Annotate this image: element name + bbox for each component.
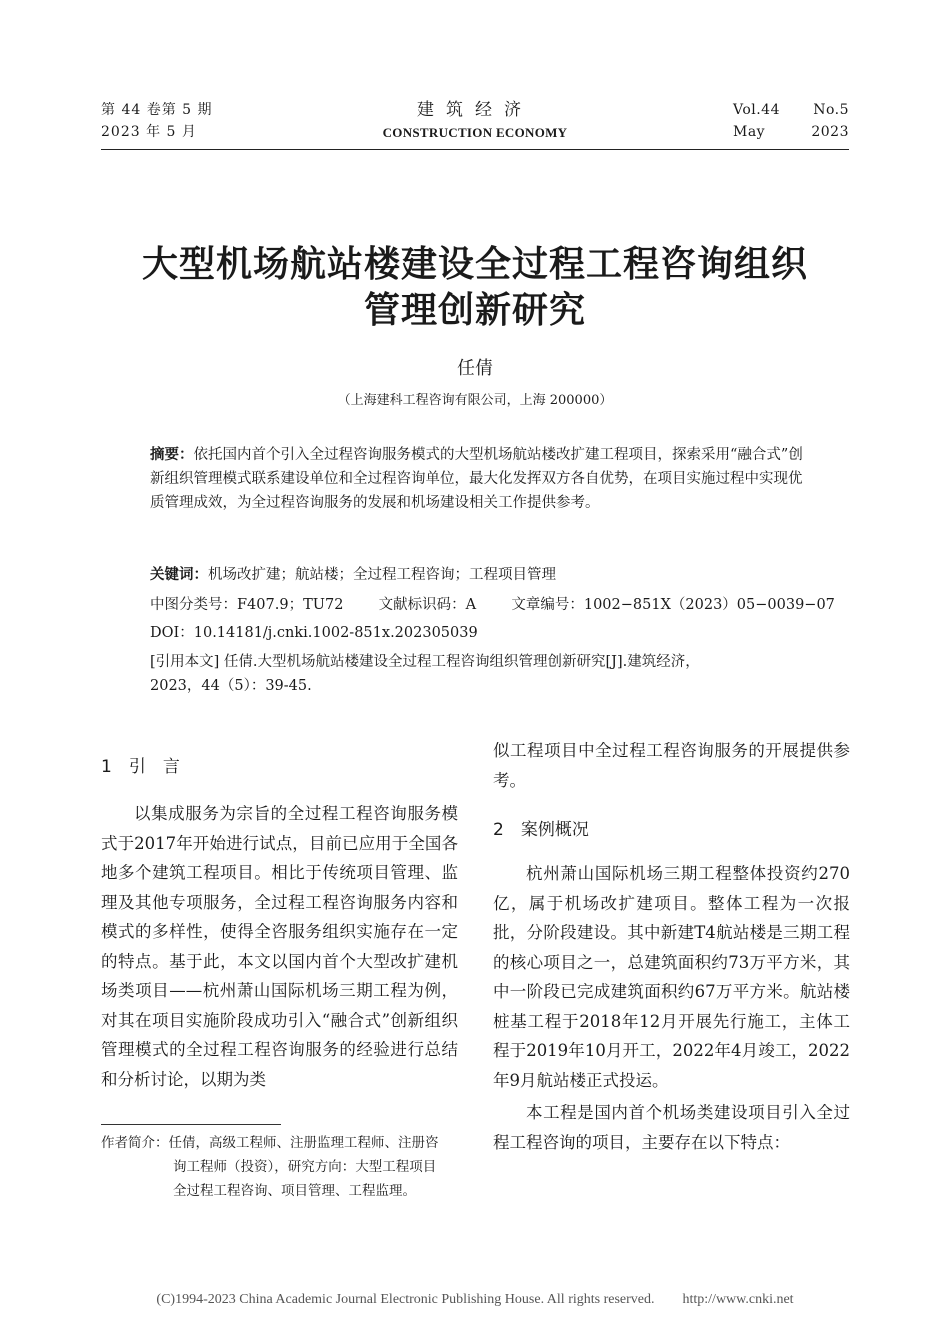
header-vol-en	[733, 99, 849, 143]
section-1-heading: 1 引 言	[101, 757, 180, 777]
header-no: No.5	[813, 102, 849, 118]
left-column	[101, 755, 458, 779]
abstract-label: 摘要：	[150, 447, 194, 463]
header-date: 2023 年 5 月	[101, 124, 197, 140]
journal-name-en: CONSTRUCTION ECONOMY	[382, 125, 568, 140]
clc-number: 中图分类号：F407.9；TU72	[150, 597, 344, 613]
keywords-label: 关键词：	[150, 567, 208, 583]
footnote-line-3: 全过程工程咨询、项目管理、工程监理。	[173, 1183, 416, 1199]
document-code: 文献标识码：A	[378, 597, 477, 613]
keywords-text: 机场改扩建；航站楼；全过程工程咨询；工程项目管理	[208, 567, 556, 583]
continued-paragraph: 似工程项目中全过程工程咨询服务的开展提供参考。	[493, 741, 850, 790]
author-footnote	[101, 1131, 461, 1203]
keywords	[150, 563, 810, 587]
footnote-rule	[101, 1124, 281, 1125]
abstract	[150, 443, 810, 515]
header-year: 2023	[811, 124, 849, 140]
journal-name-cn: 建筑经济	[417, 100, 533, 120]
header-volume-issue: 第 44 卷第 5 期	[101, 102, 213, 118]
header-month: May	[733, 124, 766, 140]
copyright-footer: (C)1994-2023 China Academic Journal Electronic Publishing House. All rights reserved. http://www.cnki.net	[156, 1292, 794, 1307]
author-name: 任倩	[457, 358, 493, 379]
classification-line	[150, 593, 835, 617]
footnote-line-2: 询工程师（投资），研究方向：大型工程项目	[173, 1159, 437, 1175]
section-2	[493, 818, 850, 842]
section-2-paragraph-2: 本工程是国内首个机场类建设项目引入全过程工程咨询的项目，主要存在以下特点：	[493, 1103, 850, 1152]
section-1-body	[101, 799, 458, 1094]
citation	[150, 650, 810, 698]
citation-line-1: [引用本文] 任倩.大型机场航站楼建设全过程工程咨询组织管理创新研究[J].建筑经济，	[150, 654, 700, 670]
article-number: 文章编号：1002−851X（2023）05−0039−07	[511, 597, 835, 613]
doi: DOI：10.14181/j.cnki.1002-851x.202305039	[150, 625, 478, 641]
section-2-heading: 2 案例概况	[493, 820, 589, 840]
header-vol: Vol.44	[733, 102, 780, 118]
header-issue	[101, 99, 213, 143]
section-1-paragraph: 以集成服务为宗旨的全过程工程咨询服务模式于2017年开始进行试点，目前已应用于全国各地多个建筑工程项目。相比于传统项目管理、监理及其他专项服务，全过程工程咨询服务内容和模式的多样性，使得全咨服务组织实施存在一定的特点。基于此，本文以国内首个大型改扩建机场类项目——杭州萧山国际机场三期工程为例，对其在项目实施阶段成功引入“融合式”创新组织管理模式的全过程工程咨询服务的经验进行总结和分析讨论，以期为类	[101, 804, 458, 1089]
article-title	[60, 242, 890, 334]
header-journal	[300, 98, 650, 144]
abstract-text: 依托国内首个引入全过程咨询服务模式的大型机场航站楼改扩建工程项目，探索采用“融合式”创新组织管理模式联系建设单位和全过程咨询单位，最大化发挥双方各自优势，在项目实施过程中实现优质管理成效，为全过程咨询服务的发展和机场建设相关工作提供参考。	[150, 447, 803, 511]
title-line-2: 管理创新研究	[363, 290, 586, 331]
section-2-paragraph-1: 杭州萧山国际机场三期工程整体投资约270亿，属于机场改扩建项目。整体工程为一次报批，分阶段建设。其中新建T4航站楼是三期工程的核心项目之一，总建筑面积约73万平方米，其中一阶段已完成建筑面积约67万平方米。航站楼桩基工程于2018年12月开展先行施工，主体工程于2019年10月开工，2022年4月竣工，2022年9月航站楼正式投运。	[493, 864, 850, 1090]
title-line-1: 大型机场航站楼建设全过程工程咨询组织	[141, 244, 808, 285]
right-column	[493, 736, 850, 795]
author-affiliation: （上海建科工程咨询有限公司，上海 200000）	[337, 393, 613, 408]
section-2-body	[493, 859, 850, 1157]
header-rule	[101, 149, 849, 150]
footnote-line-1: 作者简介：任倩，高级工程师、注册监理工程师、注册咨	[101, 1135, 439, 1151]
citation-line-2: 2023，44（5）：39-45.	[150, 678, 312, 694]
